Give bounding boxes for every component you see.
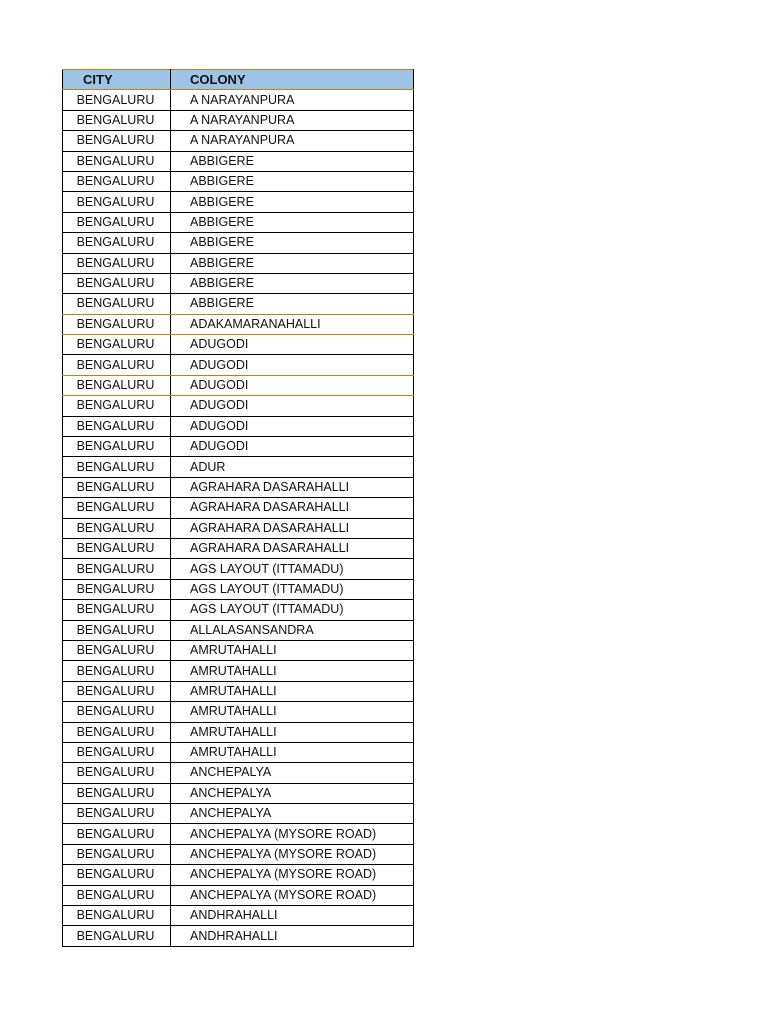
cell-city[interactable]: BENGALURU [63,722,171,742]
table-row [63,314,414,334]
table-row [63,661,414,681]
cell-colony[interactable]: ABBIGERE [171,253,414,273]
cell-colony[interactable]: ANDHRAHALLI [171,906,414,926]
table-row [63,477,414,497]
cell-city[interactable]: BENGALURU [63,131,171,151]
cell-colony[interactable]: AGRAHARA DASARAHALLI [171,477,414,497]
cell-city[interactable]: BENGALURU [63,579,171,599]
table-row [63,171,414,191]
cell-city[interactable]: BENGALURU [63,192,171,212]
cell-colony[interactable]: AGRAHARA DASARAHALLI [171,518,414,538]
cell-colony[interactable]: ANCHEPALYA (MYSORE ROAD) [171,824,414,844]
table-row [63,335,414,355]
header-row [63,70,414,90]
table-row [63,804,414,824]
cell-colony[interactable]: AMRUTAHALLI [171,742,414,762]
table-row [63,457,414,477]
table-row [63,844,414,864]
cell-colony[interactable]: ADUGODI [171,437,414,457]
cell-city[interactable]: BENGALURU [63,824,171,844]
cell-colony[interactable]: A NARAYANPURA [171,131,414,151]
cell-colony[interactable]: ABBIGERE [171,294,414,314]
cell-city[interactable]: BENGALURU [63,538,171,558]
table-row [63,783,414,803]
table-row [63,294,414,314]
cell-city[interactable]: BENGALURU [63,804,171,824]
cell-city[interactable]: BENGALURU [63,518,171,538]
cell-city[interactable]: BENGALURU [63,681,171,701]
cell-city[interactable]: BENGALURU [63,885,171,905]
cell-colony[interactable]: AMRUTAHALLI [171,661,414,681]
cell-colony[interactable]: AGRAHARA DASARAHALLI [171,538,414,558]
cell-colony[interactable]: A NARAYANPURA [171,110,414,130]
cell-colony[interactable]: ANCHEPALYA [171,763,414,783]
cell-city[interactable]: BENGALURU [63,600,171,620]
cell-city[interactable]: BENGALURU [63,640,171,660]
table-row [63,600,414,620]
table-row [63,151,414,171]
cell-colony[interactable]: ADUGODI [171,355,414,375]
table-row [63,518,414,538]
table-row [63,90,414,110]
table-row [63,824,414,844]
cell-colony[interactable]: ABBIGERE [171,151,414,171]
cell-colony[interactable]: AGRAHARA DASARAHALLI [171,498,414,518]
cell-colony[interactable]: AGS LAYOUT (ITTAMADU) [171,600,414,620]
table-row [63,538,414,558]
cell-city[interactable]: BENGALURU [63,151,171,171]
cell-city[interactable]: BENGALURU [63,110,171,130]
cell-city[interactable]: BENGALURU [63,477,171,497]
cell-city[interactable]: BENGALURU [63,90,171,110]
cell-colony[interactable]: ANDHRAHALLI [171,926,414,946]
table-row [63,110,414,130]
table-row [63,253,414,273]
cell-colony[interactable]: AMRUTAHALLI [171,722,414,742]
cell-city[interactable]: BENGALURU [63,253,171,273]
cell-colony[interactable]: ALLALASANSANDRA [171,620,414,640]
table-row [63,620,414,640]
table-row [63,640,414,660]
cell-colony[interactable]: ABBIGERE [171,171,414,191]
cell-city[interactable]: BENGALURU [63,437,171,457]
table-row [63,926,414,946]
table-row [63,396,414,416]
cell-colony[interactable]: ABBIGERE [171,212,414,232]
table-row [63,559,414,579]
cell-city[interactable]: BENGALURU [63,375,171,395]
cell-city[interactable]: BENGALURU [63,396,171,416]
cell-city[interactable]: BENGALURU [63,620,171,640]
table-row [63,906,414,926]
cell-colony[interactable]: ADAKAMARANAHALLI [171,314,414,334]
table-row [63,763,414,783]
table-row [63,885,414,905]
cell-colony[interactable]: ABBIGERE [171,273,414,293]
cell-city[interactable]: BENGALURU [63,926,171,946]
table-row [63,131,414,151]
cell-city[interactable]: BENGALURU [63,416,171,436]
colony-table [62,69,414,947]
table-row [63,416,414,436]
cell-colony[interactable]: ANCHEPALYA [171,783,414,803]
cell-city[interactable]: BENGALURU [63,559,171,579]
table-row [63,273,414,293]
cell-colony[interactable]: AMRUTAHALLI [171,702,414,722]
cell-colony[interactable]: ADUGODI [171,416,414,436]
cell-city[interactable]: BENGALURU [63,457,171,477]
cell-colony[interactable]: ANCHEPALYA (MYSORE ROAD) [171,844,414,864]
cell-city[interactable]: BENGALURU [63,844,171,864]
cell-colony[interactable]: ANCHEPALYA [171,804,414,824]
cell-city[interactable]: BENGALURU [63,906,171,926]
table-row [63,192,414,212]
column-header-colony[interactable]: COLONY [171,70,414,90]
table-row [63,702,414,722]
table-row [63,681,414,701]
cell-colony[interactable]: ADUGODI [171,396,414,416]
cell-colony[interactable]: AGS LAYOUT (ITTAMADU) [171,579,414,599]
cell-city[interactable]: BENGALURU [63,783,171,803]
table-row [63,722,414,742]
cell-city[interactable]: BENGALURU [63,763,171,783]
table-row [63,742,414,762]
cell-city[interactable]: BENGALURU [63,314,171,334]
cell-city[interactable]: BENGALURU [63,294,171,314]
cell-city[interactable]: BENGALURU [63,273,171,293]
cell-colony[interactable]: AMRUTAHALLI [171,681,414,701]
cell-city[interactable]: BENGALURU [63,212,171,232]
cell-city[interactable]: BENGALURU [63,171,171,191]
cell-colony[interactable]: ANCHEPALYA (MYSORE ROAD) [171,885,414,905]
cell-city[interactable]: BENGALURU [63,865,171,885]
cell-city[interactable]: BENGALURU [63,233,171,253]
table-row [63,375,414,395]
cell-colony[interactable]: AGS LAYOUT (ITTAMADU) [171,559,414,579]
cell-city[interactable]: BENGALURU [63,355,171,375]
cell-colony[interactable]: AMRUTAHALLI [171,640,414,660]
cell-city[interactable]: BENGALURU [63,661,171,681]
table-row [63,212,414,232]
cell-colony[interactable]: ABBIGERE [171,233,414,253]
cell-colony[interactable]: ABBIGERE [171,192,414,212]
table-body [63,90,414,946]
cell-city[interactable]: BENGALURU [63,742,171,762]
cell-colony[interactable]: A NARAYANPURA [171,90,414,110]
cell-city[interactable]: BENGALURU [63,335,171,355]
column-header-city[interactable]: CITY [63,70,171,90]
cell-colony[interactable]: ANCHEPALYA (MYSORE ROAD) [171,865,414,885]
table-row [63,355,414,375]
cell-colony[interactable]: ADUR [171,457,414,477]
cell-city[interactable]: BENGALURU [63,702,171,722]
table-row [63,865,414,885]
table-row [63,579,414,599]
table-row [63,498,414,518]
cell-city[interactable]: BENGALURU [63,498,171,518]
cell-colony[interactable]: ADUGODI [171,375,414,395]
table-row [63,437,414,457]
cell-colony[interactable]: ADUGODI [171,335,414,355]
table-row [63,233,414,253]
